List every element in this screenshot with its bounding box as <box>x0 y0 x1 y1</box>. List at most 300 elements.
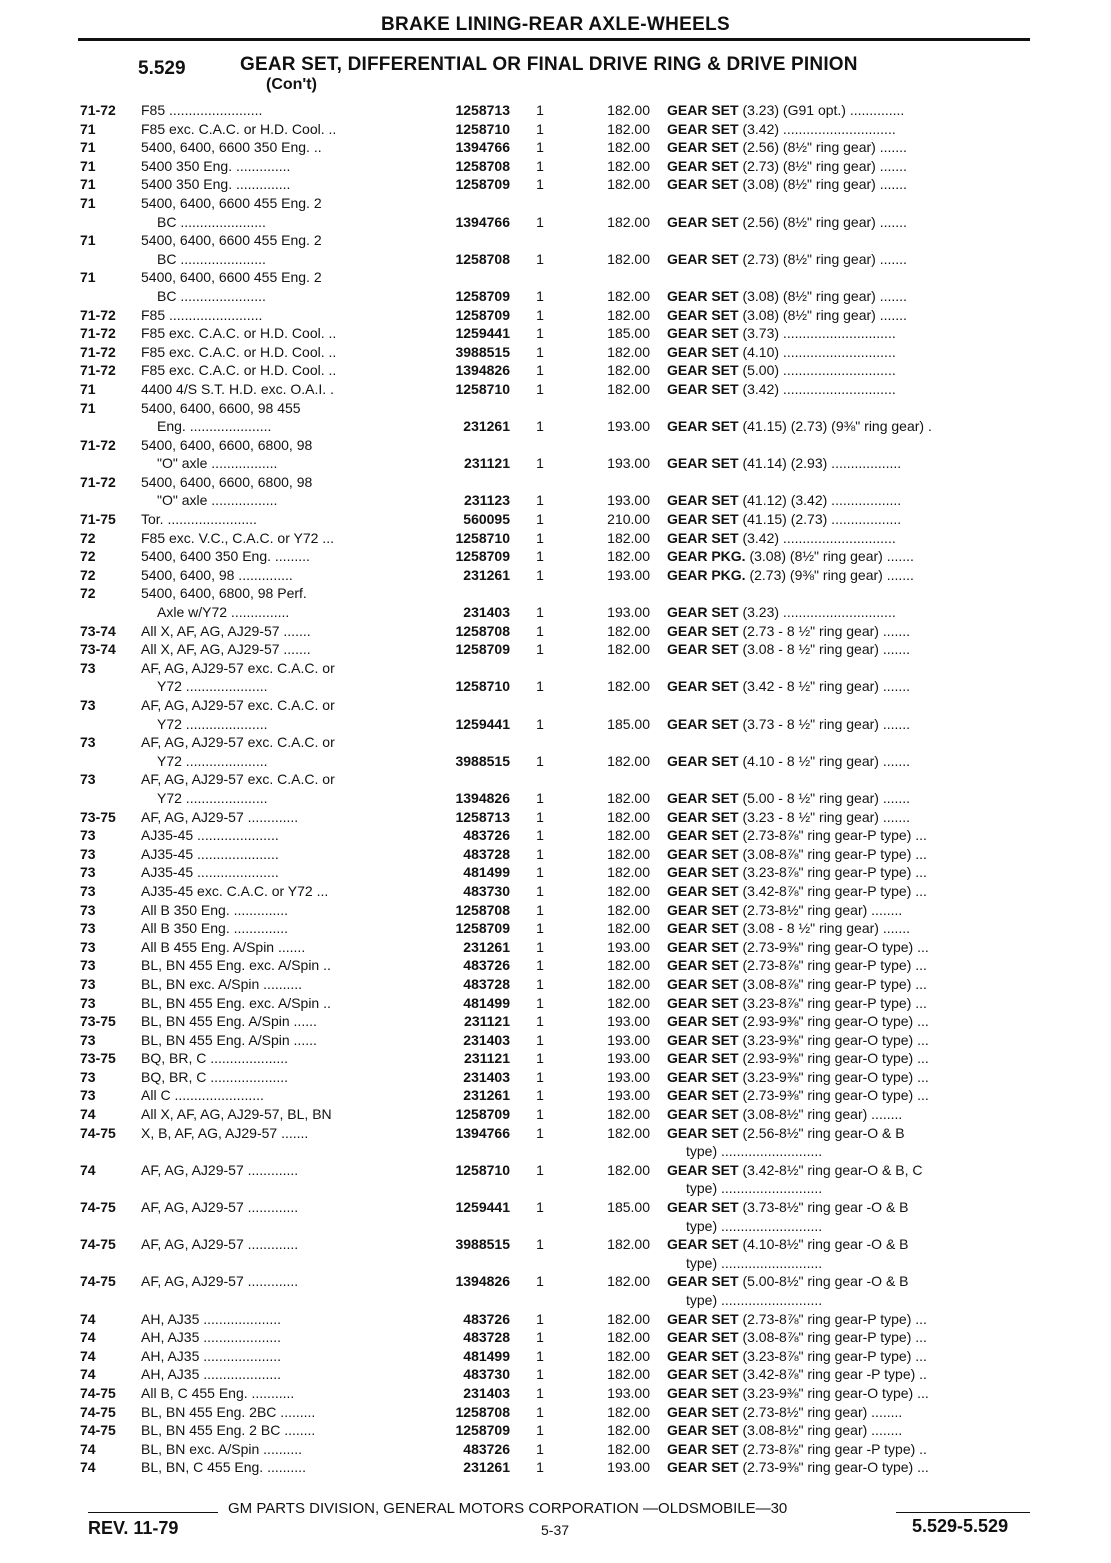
row-description-detail: (41.12) (3.42) .................. <box>742 492 902 509</box>
parts-row <box>0 530 1111 549</box>
row-application: 5400, 6400 350 Eng. ......... <box>141 548 310 565</box>
row-description-type: GEAR SET <box>667 1347 739 1364</box>
row-price: 193.00 <box>607 938 650 955</box>
row-part-number: 1259441 <box>455 1199 510 1216</box>
row-quantity: 1 <box>536 455 544 472</box>
row-description-type: GEAR SET <box>667 287 739 304</box>
row-price: 182.00 <box>607 1440 650 1457</box>
row-year: 71-72 <box>80 436 116 453</box>
row-quantity: 1 <box>536 548 544 565</box>
section-continued: (Con't) <box>266 76 317 93</box>
row-year: 74 <box>80 1459 96 1476</box>
row-quantity: 1 <box>536 1087 544 1104</box>
row-description-cont: type) .......................... <box>686 1292 823 1308</box>
parts-row <box>0 864 1111 883</box>
row-application-cont: "O" axle ................. <box>157 492 278 509</box>
row-year: 73 <box>80 938 96 955</box>
row-price: 182.00 <box>607 287 650 304</box>
row-description <box>667 827 1037 843</box>
row-price: 193.00 <box>607 1384 650 1401</box>
row-year: 74-75 <box>80 1124 116 1141</box>
row-description <box>667 1422 1037 1438</box>
row-price: 182.00 <box>607 752 650 769</box>
row-description-detail: (4.10) ............................. <box>742 343 896 360</box>
row-description-type: GEAR SET <box>667 975 739 992</box>
row-part-number: 231121 <box>464 1013 510 1030</box>
row-description-detail: (3.42 - 8 ½" ring gear) ....... <box>742 678 911 695</box>
row-description-type: GEAR SET <box>667 1459 739 1476</box>
row-year: 71 <box>80 269 96 286</box>
row-application-cont: Eng. ..................... <box>157 418 272 435</box>
footer-page-number: 5-37 <box>541 1522 570 1538</box>
row-part-number: 1258709 <box>455 1422 510 1439</box>
row-description <box>667 548 1037 564</box>
row-year: 73 <box>80 659 96 676</box>
row-description-detail: (3.08 - 8 ½" ring gear) ....... <box>742 641 911 658</box>
parts-row <box>0 734 1111 771</box>
row-year: 73-74 <box>80 641 116 658</box>
row-description-detail: (3.23-9⅜" ring gear-O type) ... <box>742 1068 929 1085</box>
row-description-detail: (3.08) (8½" ring gear) ....... <box>742 306 907 323</box>
row-application: 5400, 6400, 6600, 6800, 98 <box>141 436 313 453</box>
row-description-detail: (2.73-8⅞" ring gear -P type) .. <box>742 1440 927 1457</box>
row-quantity: 1 <box>536 418 544 435</box>
row-description <box>667 1441 1037 1457</box>
row-price: 182.00 <box>607 975 650 992</box>
row-part-number: 1394766 <box>455 1124 510 1141</box>
row-description-type: GEAR SET <box>667 808 739 825</box>
row-price: 182.00 <box>607 343 650 360</box>
parts-row <box>0 623 1111 642</box>
row-price: 185.00 <box>607 715 650 732</box>
parts-row <box>0 1199 1111 1236</box>
row-description <box>667 1013 1037 1029</box>
row-description-detail: (2.73-8⅞" ring gear-P type) ... <box>742 1310 927 1327</box>
row-application: AF, AG, AJ29-57 ............. <box>141 1199 299 1216</box>
parts-row <box>0 567 1111 586</box>
row-quantity: 1 <box>536 1347 544 1364</box>
row-quantity: 1 <box>536 938 544 955</box>
row-description-detail: (3.23-8⅞" ring gear-P type) ... <box>742 994 927 1011</box>
row-description <box>667 1385 1037 1401</box>
row-year: 74 <box>80 1440 96 1457</box>
row-part-number: 1258708 <box>455 250 510 267</box>
parts-row <box>0 995 1111 1014</box>
row-year: 74 <box>80 1310 96 1327</box>
row-description <box>667 492 1037 508</box>
row-quantity: 1 <box>536 250 544 267</box>
page-header-title: BRAKE LINING-REAR AXLE-WHEELS <box>381 14 730 35</box>
parts-row <box>0 121 1111 140</box>
parts-row <box>0 1459 1111 1478</box>
row-description-type: GEAR SET <box>667 1124 739 1141</box>
row-year: 73 <box>80 827 96 844</box>
row-description-detail: (3.73-8½" ring gear -O & B <box>742 1199 909 1216</box>
row-quantity: 1 <box>536 511 544 528</box>
row-application-cont: Y72 ..................... <box>157 715 268 732</box>
row-year: 71 <box>80 120 96 137</box>
row-description <box>667 678 1037 694</box>
row-description <box>667 976 1037 992</box>
row-quantity: 1 <box>536 808 544 825</box>
row-quantity: 1 <box>536 752 544 769</box>
row-application: BL, BN exc. A/Spin .......... <box>141 975 303 992</box>
parts-row <box>0 902 1111 921</box>
row-description-detail: (2.73-8⅞" ring gear-P type) ... <box>742 827 927 844</box>
row-part-number: 1394766 <box>455 213 510 230</box>
row-description-detail: (3.08) (8½" ring gear) ....... <box>749 548 914 565</box>
row-description-cont: type) .......................... <box>686 1180 823 1197</box>
row-part-number: 231261 <box>463 938 510 955</box>
parts-row <box>0 307 1111 326</box>
row-part-number: 483730 <box>463 1366 510 1383</box>
row-part-number: 1258709 <box>455 548 510 565</box>
row-price: 193.00 <box>607 1013 650 1030</box>
row-description <box>667 995 1037 1011</box>
row-year: 74 <box>80 1329 96 1346</box>
parts-list <box>0 102 1111 1478</box>
row-description-type: GEAR SET <box>667 1440 739 1457</box>
row-description-type: GEAR SET <box>667 938 739 955</box>
row-description-type: GEAR SET <box>667 1422 739 1439</box>
row-quantity: 1 <box>536 102 544 118</box>
row-application-cont: Y72 ..................... <box>157 789 268 806</box>
row-year: 71 <box>80 157 96 174</box>
row-price: 182.00 <box>607 380 650 397</box>
row-year: 71 <box>80 232 96 249</box>
row-application: 5400, 6400, 98 .............. <box>141 566 293 583</box>
row-part-number: 231403 <box>463 604 510 621</box>
row-description <box>667 567 1037 583</box>
parts-row <box>0 697 1111 734</box>
row-description-detail: (41.14) (2.93) .................. <box>742 455 902 472</box>
row-quantity: 1 <box>536 1366 544 1383</box>
row-description-type: GEAR SET <box>667 418 739 435</box>
row-application: BL, BN 455 Eng. 2BC ......... <box>141 1403 316 1420</box>
row-quantity: 1 <box>536 1422 544 1439</box>
row-quantity: 1 <box>536 604 544 621</box>
row-description <box>667 1459 1037 1475</box>
parts-row <box>0 883 1111 902</box>
row-quantity: 1 <box>536 975 544 992</box>
row-price: 182.00 <box>607 808 650 825</box>
row-description-detail: (3.23) (G91 opt.) .............. <box>742 102 905 118</box>
row-price: 182.00 <box>607 901 650 918</box>
row-application: 5400, 6400, 6600, 98 455 <box>141 399 301 416</box>
row-description <box>667 1032 1037 1048</box>
row-quantity: 1 <box>536 1124 544 1141</box>
row-application: F85 exc. C.A.C. or H.D. Cool. .. <box>141 120 337 137</box>
row-year: 71 <box>80 380 96 397</box>
parts-row <box>0 139 1111 158</box>
row-year: 74-75 <box>80 1236 116 1253</box>
row-year: 71-75 <box>80 511 116 528</box>
row-quantity: 1 <box>536 1106 544 1123</box>
row-description-detail: (3.23-8⅞" ring gear-P type) ... <box>742 864 927 881</box>
row-description <box>667 1050 1037 1066</box>
row-price: 182.00 <box>607 1329 650 1346</box>
row-application: AF, AG, AJ29-57 ............. <box>141 1236 299 1253</box>
row-description-type: GEAR SET <box>667 157 739 174</box>
row-year: 71 <box>80 139 96 156</box>
row-application: AF, AG, AJ29-57 exc. C.A.C. or <box>141 771 335 788</box>
parts-row <box>0 846 1111 865</box>
row-description-detail: (2.93-9⅜" ring gear-O type) ... <box>742 1050 929 1067</box>
row-description-detail: (2.73-8⅞" ring gear-P type) ... <box>742 957 927 974</box>
row-year: 73 <box>80 771 96 788</box>
row-description-detail: (3.42-8⅞" ring gear-P type) ... <box>742 882 927 899</box>
row-application: AH, AJ35 .................... <box>141 1347 282 1364</box>
row-application: 5400, 6400, 6600, 6800, 98 <box>141 473 313 490</box>
row-description-type: GEAR SET <box>667 380 739 397</box>
row-description-detail: (3.08-8⅞" ring gear-P type) ... <box>742 975 927 992</box>
parts-row <box>0 827 1111 846</box>
row-description-detail: (2.73-8½" ring gear) ........ <box>742 1403 903 1420</box>
row-price: 185.00 <box>607 325 650 342</box>
row-year: 74 <box>80 1366 96 1383</box>
row-application: 5400, 6400, 6600 455 Eng. 2 <box>141 269 322 286</box>
row-year: 73-75 <box>80 808 116 825</box>
row-quantity: 1 <box>536 1031 544 1048</box>
row-description-detail: (3.23-9⅜" ring gear-O type) ... <box>742 1031 929 1048</box>
row-application: All B 350 Eng. .............. <box>141 901 289 918</box>
row-application: BL, BN 455 Eng. exc. A/Spin .. <box>141 994 331 1011</box>
row-part-number: 3988515 <box>455 1236 510 1253</box>
parts-row <box>0 1366 1111 1385</box>
row-description-type: GEAR SET <box>667 325 739 342</box>
section-title: GEAR SET, DIFFERENTIAL OR FINAL DRIVE RING & DRIVE PINION <box>240 54 858 75</box>
row-quantity: 1 <box>536 845 544 862</box>
row-part-number: 1394826 <box>455 789 510 806</box>
row-description-detail: (2.93-9⅜" ring gear-O type) ... <box>742 1013 929 1030</box>
row-description <box>667 307 1037 323</box>
row-year: 73 <box>80 864 96 881</box>
row-application: BL, BN 455 Eng. A/Spin ...... <box>141 1013 317 1030</box>
row-description <box>667 251 1037 267</box>
row-price: 193.00 <box>607 492 650 509</box>
row-description <box>667 1106 1037 1122</box>
row-description-detail: (41.15) (2.73) .................. <box>742 511 902 528</box>
row-description-detail: (3.08-8⅞" ring gear-P type) ... <box>742 1329 927 1346</box>
row-application: AH, AJ35 .................... <box>141 1329 282 1346</box>
row-description-type: GEAR SET <box>667 1199 739 1216</box>
row-description <box>667 176 1037 192</box>
row-part-number: 483726 <box>463 827 510 844</box>
row-application: AH, AJ35 .................... <box>141 1310 282 1327</box>
row-description <box>667 1404 1037 1420</box>
row-description-detail: (2.73 - 8 ½" ring gear) ....... <box>742 622 911 639</box>
row-price: 193.00 <box>607 418 650 435</box>
row-price: 182.00 <box>607 1273 650 1290</box>
parts-row <box>0 1050 1111 1069</box>
row-description-type: GEAR SET <box>667 1031 739 1048</box>
row-description <box>667 418 1037 434</box>
row-price: 182.00 <box>607 1366 650 1383</box>
row-description-type: GEAR SET <box>667 362 739 379</box>
row-description <box>667 790 1037 806</box>
row-part-number: 1258708 <box>455 622 510 639</box>
row-description <box>667 530 1037 546</box>
row-description-type: GEAR SET <box>667 306 739 323</box>
row-application-cont: BC ...................... <box>157 287 266 304</box>
parts-row <box>0 511 1111 530</box>
row-year: 73-75 <box>80 1013 116 1030</box>
row-quantity: 1 <box>536 901 544 918</box>
row-part-number: 483728 <box>463 1329 510 1346</box>
row-year: 71-72 <box>80 306 116 323</box>
row-description <box>667 511 1037 527</box>
row-description <box>667 1069 1037 1085</box>
row-price: 182.00 <box>607 120 650 137</box>
row-description <box>667 716 1037 732</box>
row-description-detail: (3.42-8⅞" ring gear -P type) .. <box>742 1366 927 1383</box>
row-description-detail: (3.42-8½" ring gear-O & B, C <box>742 1161 923 1178</box>
footer-corporation: GM PARTS DIVISION, GENERAL MOTORS CORPORATION —OLDSMOBILE—30 <box>228 1500 788 1517</box>
row-quantity: 1 <box>536 957 544 974</box>
row-price: 182.00 <box>607 994 650 1011</box>
row-part-number: 481499 <box>463 864 510 881</box>
row-application: AJ35-45 ..................... <box>141 864 279 881</box>
row-description-type: GEAR SET <box>667 511 739 528</box>
row-application: AJ35-45 ..................... <box>141 845 279 862</box>
row-part-number: 231403 <box>463 1031 510 1048</box>
row-description-type: GEAR SET <box>667 1329 739 1346</box>
row-part-number: 1394826 <box>455 362 510 379</box>
row-quantity: 1 <box>536 994 544 1011</box>
row-application: AF, AG, AJ29-57 ............. <box>141 1273 299 1290</box>
row-description <box>667 809 1037 825</box>
row-year: 73 <box>80 845 96 862</box>
row-description-type: GEAR SET <box>667 994 739 1011</box>
row-part-number: 1259441 <box>455 715 510 732</box>
row-price: 182.00 <box>607 1124 650 1141</box>
row-application: All B 455 Eng. A/Spin ....... <box>141 938 306 955</box>
row-description-type: GEAR SET <box>667 752 739 769</box>
row-description <box>667 883 1037 899</box>
row-part-number: 1258709 <box>455 920 510 937</box>
row-application: BQ, BR, C .................... <box>141 1050 289 1067</box>
parts-row <box>0 1273 1111 1310</box>
row-year: 73-75 <box>80 1050 116 1067</box>
parts-row <box>0 641 1111 660</box>
parts-row <box>0 344 1111 363</box>
row-description <box>667 1199 1037 1215</box>
row-quantity: 1 <box>536 1329 544 1346</box>
row-price: 182.00 <box>607 157 650 174</box>
row-part-number: 483728 <box>463 975 510 992</box>
row-application: All X, AF, AG, AJ29-57 ....... <box>141 641 311 658</box>
row-description-detail: (2.73-9⅜" ring gear-O type) ... <box>742 1459 929 1476</box>
row-part-number: 231403 <box>463 1068 510 1085</box>
row-year: 72 <box>80 585 96 602</box>
row-description-detail: (5.00-8½" ring gear -O & B <box>742 1273 909 1290</box>
parts-row <box>0 1329 1111 1348</box>
row-part-number: 481499 <box>463 994 510 1011</box>
row-description-detail: (2.56) (8½" ring gear) ....... <box>742 139 907 156</box>
row-description-type: GEAR SET <box>667 343 739 360</box>
section-number: 5.529 <box>138 58 186 79</box>
row-part-number: 1258709 <box>455 306 510 323</box>
parts-row <box>0 1032 1111 1051</box>
row-price: 182.00 <box>607 176 650 193</box>
parts-row <box>0 102 1111 121</box>
row-description-type: GEAR PKG. <box>667 548 746 565</box>
row-price: 182.00 <box>607 250 650 267</box>
row-price: 182.00 <box>607 789 650 806</box>
row-description-detail: (2.73-8½" ring gear) ........ <box>742 901 903 918</box>
row-year: 73 <box>80 957 96 974</box>
row-part-number: 1258708 <box>455 157 510 174</box>
parts-row <box>0 1106 1111 1125</box>
row-quantity: 1 <box>536 1161 544 1178</box>
row-description-detail: (2.56) (8½" ring gear) ....... <box>742 213 907 230</box>
row-description-type: GEAR SET <box>667 102 739 118</box>
row-year: 71-72 <box>80 343 116 360</box>
row-description-type: GEAR SET <box>667 1273 739 1290</box>
footer-rule-right <box>896 1512 1030 1513</box>
parts-row <box>0 437 1111 474</box>
row-quantity: 1 <box>536 157 544 174</box>
row-quantity: 1 <box>536 176 544 193</box>
row-description-type: GEAR SET <box>667 1384 739 1401</box>
row-description-type: GEAR PKG. <box>667 566 746 583</box>
row-year: 73 <box>80 882 96 899</box>
row-price: 193.00 <box>607 1068 650 1085</box>
row-price: 182.00 <box>607 882 650 899</box>
row-description-cont: type) .......................... <box>686 1217 823 1234</box>
row-description-detail: (4.10 - 8 ½" ring gear) ....... <box>742 752 911 769</box>
row-description-detail: (4.10-8½" ring gear -O & B <box>742 1236 909 1253</box>
footer-section-range: 5.529-5.529 <box>912 1516 1009 1536</box>
row-description <box>667 753 1037 769</box>
row-part-number: 1258710 <box>455 380 510 397</box>
row-year: 73 <box>80 1068 96 1085</box>
row-year: 74-75 <box>80 1422 116 1439</box>
row-quantity: 1 <box>536 789 544 806</box>
row-description-detail: (3.23-8⅞" ring gear-P type) ... <box>742 1347 927 1364</box>
row-description <box>667 139 1037 155</box>
row-description-detail: (3.73 - 8 ½" ring gear) ....... <box>742 715 911 732</box>
row-description-detail: (2.73) (9⅜" ring gear) ....... <box>749 566 914 583</box>
row-quantity: 1 <box>536 622 544 639</box>
parts-row <box>0 771 1111 808</box>
row-price: 210.00 <box>607 511 650 528</box>
row-price: 182.00 <box>607 827 650 844</box>
parts-row <box>0 1125 1111 1162</box>
row-application-cont: Y72 ..................... <box>157 752 268 769</box>
row-price: 182.00 <box>607 957 650 974</box>
parts-row <box>0 195 1111 232</box>
row-application: AJ35-45 exc. C.A.C. or Y72 ... <box>141 882 329 899</box>
row-price: 182.00 <box>607 678 650 695</box>
row-description-type: GEAR SET <box>667 120 739 137</box>
row-description <box>667 846 1037 862</box>
row-year: 72 <box>80 566 96 583</box>
parts-row <box>0 400 1111 437</box>
row-part-number: 1258710 <box>455 678 510 695</box>
row-description-detail: (2.73-9⅜" ring gear-O type) ... <box>742 1087 929 1104</box>
row-price: 193.00 <box>607 1050 650 1067</box>
row-year: 73 <box>80 1087 96 1104</box>
row-year: 74 <box>80 1161 96 1178</box>
row-quantity: 1 <box>536 1050 544 1067</box>
row-price: 182.00 <box>607 920 650 937</box>
row-year: 71-72 <box>80 102 116 118</box>
row-part-number: 231261 <box>463 566 510 583</box>
row-price: 182.00 <box>607 845 650 862</box>
row-year: 74-75 <box>80 1384 116 1401</box>
row-description-detail: (3.08 - 8 ½" ring gear) ....... <box>742 920 911 937</box>
